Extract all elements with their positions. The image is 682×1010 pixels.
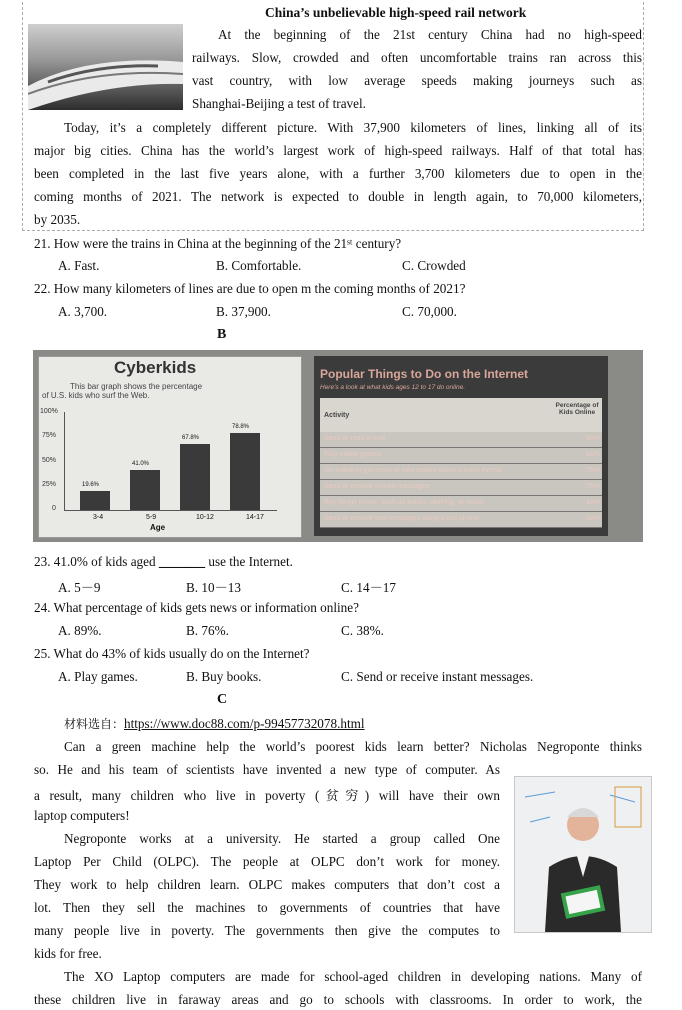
high-speed-train-photo: [28, 24, 183, 110]
popular-head-pct: Percentage of Kids Online: [555, 402, 599, 416]
q21-option-b: B. Comfortable.: [216, 258, 302, 273]
popular-row-activity: Send or receive instant messages: [324, 483, 430, 490]
x-axis-label: Age: [150, 523, 166, 532]
x-label-10-12: 10-12: [196, 514, 214, 521]
popular-row-pct: 75%: [586, 483, 601, 490]
passage-a-p2-line-4: coming months of 2021. The network is expected to double in length again, to 70,000 kilometers,: [34, 189, 642, 204]
passage-a-title: China’s unbelievable high-speed rail network: [265, 5, 527, 20]
popular-row-pct: 43%: [586, 499, 601, 506]
passage-c-p2-line-2: Laptop Per Child (OLPC). The people at OLPC don’t work for money.: [34, 854, 500, 869]
q23-option-c: C. 14－17: [341, 580, 396, 595]
section-c-heading: C: [217, 692, 228, 707]
q24-option-c: C. 38%.: [341, 623, 384, 638]
popular-row: [320, 496, 602, 512]
passage-a-p1-line-1: At the beginning of the 21st century China had no high-speed: [218, 27, 642, 42]
q25-option-c: C. Send or receive instant messages.: [341, 669, 534, 684]
popular-row: [320, 512, 602, 528]
y-tick-100: 100%: [40, 408, 58, 415]
passage-a-p1-line-3: vast country, with low average speeds making journeys such as: [192, 73, 642, 88]
x-label-5-9: 5-9: [146, 514, 157, 521]
popular-subtitle: Here's a look at what kids ages 12 to 17 do online.: [320, 384, 466, 391]
chart-bar-label: 19.6%: [82, 482, 100, 488]
q25-option-b: B. Buy books.: [186, 669, 262, 684]
cyberkids-desc-1: This bar graph shows the percentage: [70, 382, 203, 391]
chart-bar-label: 78.8%: [232, 424, 250, 430]
passage-a-p1-line-2: railways. Slow, crowded and often uncomfortable trains ran across this: [192, 50, 642, 65]
source-label: 材料选自：: [64, 717, 125, 731]
question-23: [34, 554, 293, 570]
q23-text-post: use the Internet.: [205, 554, 293, 569]
passage-a-p2-line-2: major big cities. China has the world’s largest work of high-speed railways. Half of that total has: [34, 143, 642, 158]
popular-row-activity: Play online games: [324, 451, 382, 458]
popular-row: [320, 480, 602, 496]
popular-row-pct: 38%: [586, 515, 601, 522]
man-with-laptop-icon: [515, 777, 651, 932]
popular-row-pct: 81%: [586, 451, 601, 458]
source-link[interactable]: https://www.doc88.com/p-99457732078.html: [124, 716, 365, 731]
source-line: [64, 715, 365, 732]
passage-c-p1-line-3: a result, many children who live in poverty (贫穷) will have their own: [34, 788, 500, 803]
q21-option-c: C. Crowded: [402, 258, 466, 273]
q23-blank: _______: [158, 554, 206, 569]
section-b-heading: B: [217, 327, 227, 342]
popular-row-pct: 76%: [586, 467, 601, 474]
y-tick-50: 50%: [42, 457, 57, 464]
popular-row: [320, 448, 602, 464]
passage-c-p3-line-2: these children live in faraway areas and go to schools with classrooms. In order to work, the: [34, 992, 642, 1007]
question-22: 22. How many kilometers of lines are due to open m the coming months of 2021?: [34, 281, 466, 296]
x-label-14-17: 14-17: [246, 514, 264, 521]
q24-option-b: B. 76%.: [186, 623, 229, 638]
passage-a-p2-line-3: been completed in the last five years alone, with a further 3,700 kilometers due to open in the: [34, 166, 642, 181]
passage-c-p2-line-5: many people live in poverty. The governments then give the computes to: [34, 923, 500, 938]
y-tick-75: 75%: [42, 432, 57, 439]
passage-c-p1-line-1: Can a green machine help the world’s poorest kids learn better? Nicholas Negroponte thinks: [64, 739, 642, 754]
popular-row: [320, 432, 602, 448]
passage-c-p2-line-1: Negroponte works at a university. He started a group called One: [64, 831, 500, 846]
chart-bar: [230, 433, 260, 510]
popular-head-activity: Activity: [324, 412, 350, 419]
popular-row-activity: Send or read e-mail: [324, 435, 386, 442]
chart-bar-label: 41.0%: [132, 461, 150, 467]
chart-bar: [80, 491, 110, 510]
q25-option-a: A. Play games.: [58, 669, 138, 684]
chart-bar-label: 67.8%: [182, 435, 200, 441]
passage-a-p2-line-1: Today, it’s a completely different picture. With 37,900 kilometers of lines, linking all of its: [64, 120, 642, 135]
q22-option-c: C. 70,000.: [402, 304, 457, 319]
question-24: 24. What percentage of kids gets news or information online?: [34, 600, 359, 615]
negroponte-photo: [514, 776, 652, 933]
popular-row-pct: 89%: [586, 435, 601, 442]
y-tick-25: 25%: [42, 481, 57, 488]
q22-option-b: B. 37,900.: [216, 304, 271, 319]
cyberkids-desc-2: of U.S. kids who surf the Web.: [42, 391, 150, 400]
passage-c-p2-line-6: kids for free.: [34, 946, 102, 961]
popular-row-activity: Go online to get news or information about current events: [324, 467, 503, 474]
chart-bar: [180, 444, 210, 510]
popular-row: [320, 464, 602, 480]
question-21: 21. How were the trains in China at the beginning of the 21ˢᵗ century?: [34, 236, 402, 251]
passage-c-p3-line-1: The XO Laptop computers are made for school-aged children in developing nations. Many of: [64, 969, 642, 984]
passage-a-p2-line-5: by 2035.: [34, 212, 81, 227]
y-tick-0: 0: [52, 505, 56, 512]
cyberkids-title: Cyberkids: [114, 358, 197, 377]
train-icon: [28, 24, 183, 110]
q23-option-a: A. 5－9: [58, 580, 101, 595]
popular-row-activity: Send or receive text messages using a cell phone: [324, 515, 479, 522]
popular-row-activity: Buy things online, such as books, clothing, or music: [324, 499, 485, 506]
chart-bar: [130, 470, 160, 510]
q24-option-a: A. 89%.: [58, 623, 102, 638]
q23-text-pre: 23. 41.0% of kids aged: [34, 554, 159, 569]
question-25: 25. What do 43% of kids usually do on the Internet?: [34, 646, 310, 661]
passage-c-p2-line-3: They work to help children learn. OLPC makes computers that don’t cost a: [34, 877, 500, 892]
passage-a-p1-line-4: Shanghai-Beijing a test of travel.: [192, 96, 366, 111]
q23-option-b: B. 10－13: [186, 580, 241, 595]
popular-title: Popular Things to Do on the Internet: [320, 367, 528, 381]
q22-option-a: A. 3,700.: [58, 304, 108, 319]
passage-c-p1-line-2: so. He and his team of scientists have invented a new type of computer. As: [34, 762, 500, 777]
q21-option-a: A. Fast.: [58, 258, 100, 273]
x-label-3-4: 3-4: [93, 514, 104, 521]
passage-c-p2-line-4: lot. Then they sell the machines to governments of countries that have: [34, 900, 500, 915]
passage-c-p1-line-4: laptop computers!: [34, 808, 130, 823]
